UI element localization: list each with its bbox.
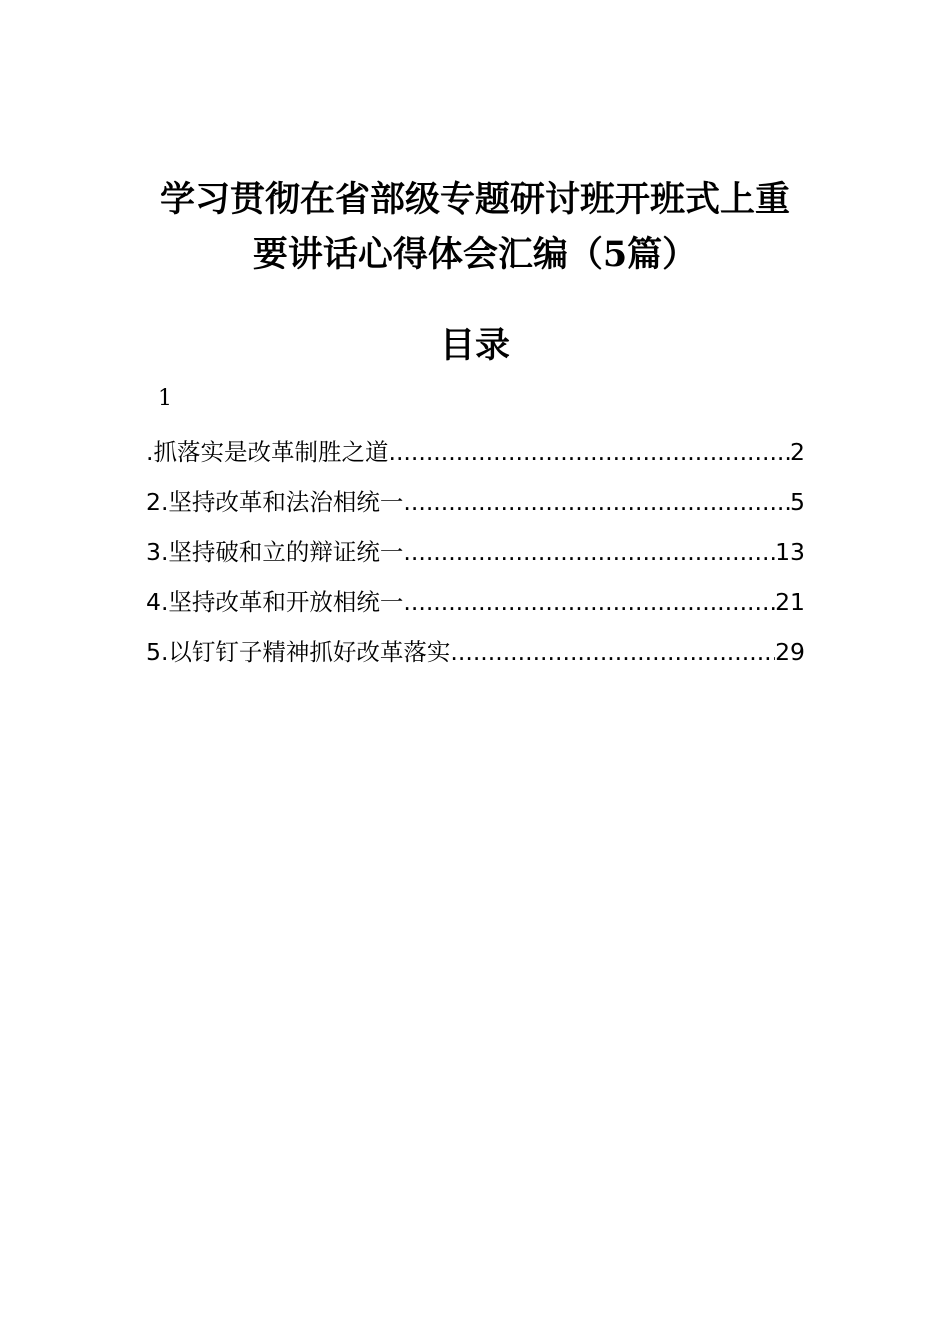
document-title-line-1: 学习贯彻在省部级专题研讨班开班式上重 [159, 179, 790, 220]
document-title-line-2: 要讲话心得体会汇编（5篇） [252, 234, 698, 275]
dot-leader [403, 527, 775, 577]
toc-entry-label: 2.坚持改革和法治相统一 [146, 488, 404, 516]
toc-entry-page: 13 [775, 538, 805, 566]
stray-number: 1 [158, 386, 172, 411]
toc-entry-label: 3.坚持破和立的辩证统一 [146, 538, 404, 566]
toc-entry-page: 5 [790, 488, 805, 516]
toc-entry-page: 29 [775, 638, 805, 666]
toc-heading: 目录 [439, 325, 510, 366]
toc-entry-4[interactable] [146, 577, 805, 627]
toc-entry-3[interactable] [146, 527, 805, 577]
dot-leader [403, 577, 775, 627]
dot-leader [388, 427, 790, 477]
toc-entry-5[interactable] [146, 627, 805, 677]
toc-entry-label: .抓落实是改革制胜之道 [146, 438, 389, 466]
toc-entry-page: 2 [790, 438, 805, 466]
dot-leader [450, 627, 775, 677]
toc-entry-1[interactable] [146, 427, 805, 477]
toc-entry-label: 4.坚持改革和开放相统一 [146, 588, 404, 616]
toc-entry-page: 21 [775, 588, 805, 616]
dot-leader [403, 477, 790, 527]
table-of-contents [146, 427, 805, 677]
toc-entry-2[interactable] [146, 477, 805, 527]
toc-entry-label: 5.以钉钉子精神抓好改革落实 [146, 638, 451, 666]
document-title [120, 172, 830, 282]
